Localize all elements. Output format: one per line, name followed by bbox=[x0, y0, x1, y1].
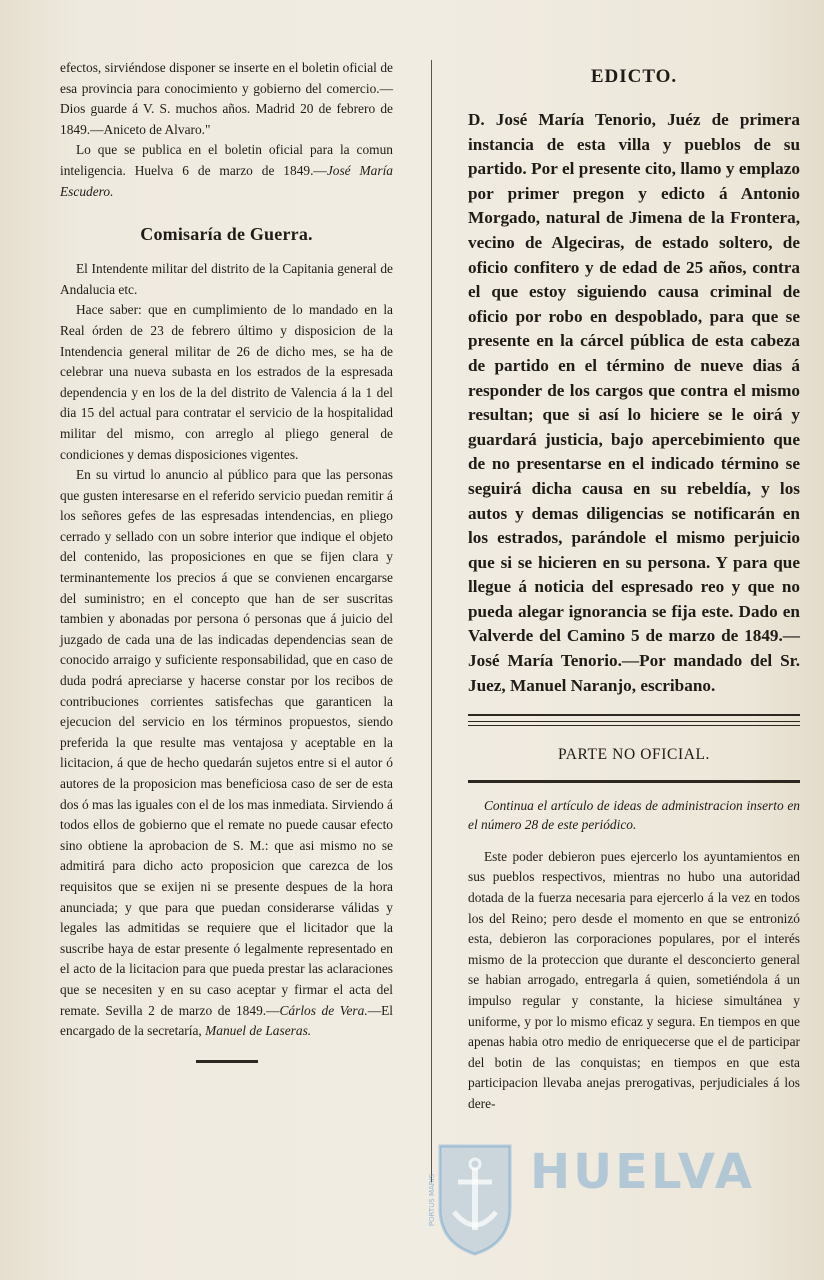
left-para-3: El Intendente militar del distrito de la Capitania general de Andalucia etc. bbox=[60, 261, 393, 297]
section-single-rule bbox=[468, 725, 800, 726]
edicto-title: EDICTO. bbox=[590, 66, 678, 87]
left-para-5-mid: —El encargado de la secretaría, bbox=[60, 1002, 393, 1039]
left-para-1: efectos, sirviéndose disponer se inserte en el boletin oficial de esa provincia para conocimiento y gobierno del comercio.—Dios guarde á V. S. muchos años. Madrid 20 de febrero de 1849.—Aniceto de Alvaro." bbox=[60, 60, 393, 137]
right-column bbox=[468, 62, 800, 1115]
watermark-text: HUELVA bbox=[530, 1144, 755, 1200]
left-para-5 bbox=[60, 465, 393, 1042]
left-para-5-signature-1: Cárlos de Vera. bbox=[279, 1002, 368, 1018]
parte-no-oficial-title: PARTE NO OFICIAL. bbox=[557, 746, 711, 764]
column-divider bbox=[431, 60, 432, 1182]
left-para-5-text: En su virtud lo anuncio al público para que las personas que gusten interesarse en el referido servicio puedan remitir á los señores gefes de las espresadas intendencias, en pliego cerrado y sellado con un sobre interior que indique el objeto del contenido, las proposiciones en que se fijen clara y terminantemente los precios á que se convienen encargarse del suministro; en el concepto que han de ser suscritas tambien y abonadas por persona ó personas que á juicio del juzgado de cada una de las indicadas dependencias sean de conocido arraigo y suficiente responsabilidad, que en caso de duda podrá apreciarse y hacerse constar por los recibos de contribuciones corrientes satisfechas que garanticen la ejecucion del servicio en los términos propuestos, siendo preferida la que resulte mas ventajosa y aceptable en la licitacion, á que de hecho quedarán sujetos entre si el autor ó autores de la proposicion mas beneficiosa caso de ser de esta dos ó mas las iguales con el de los mas inmediata. Sirviendo á todos ellos de gobierno que el remate no puede causar efecto sino obtiene la aprobacion de S. M.: que asi mismo no se admitirá para dicho acto proposicion que carezca de los requisitos que se exijen ni se presente despues de la hora anunciada; y que para que puedan considerarse válidas y legales las admitidas se requiere que el licitador que la suscribe haya de estar presente ó legalmente representado en el acto de la licitacion para que pueda prestar las aclaraciones que se necesiten y en su caso aceptar y firmar el acta del remate. Sevilla 2 de marzo de 1849.— bbox=[60, 467, 393, 1018]
article-body: Este poder debieron pues ejercerlo los ayuntamientos en sus pueblos respectivos, mientras no hubo una autoridad dotada de la fuerza necesaria para ejercerlo á la vez en todos los del Reino; pero desde el momento en que se entronizó esta, debieron las corporaciones populares, por el interés mismo de la proteccion que durante el desconcierto general se habian arrogado, entregarla á quien, sometiéndola á un impulso regular y constante, la hiciese simultánea y uniforme, y por lo mismo eficaz y segura. En tiempos en que apenas habia otro medio de enriquecerse que el de participar del botin de las conquistas; en tiempos en que esta participacion llevaba anejas prerogativas, perjudiciales á los dere- bbox=[468, 848, 800, 1111]
left-para-4: Hace saber: que en cumplimiento de lo mandado en la Real órden de 23 de febrero último y disposicion de la Intendencia general militar de 26 de dicho mes, se ha de celebrar una nueva subasta en los estrados de la espresada dependencia y en los de la del distrito de Valencia á la 1 del dia 15 del actual para contratar el servicio de la hospitalidad militar del mismo, con arreglo al pliego general de condiciones y demas disposiciones vigentes. bbox=[60, 302, 393, 462]
left-para-2-signature: José María Escudero. bbox=[60, 162, 393, 199]
left-column bbox=[60, 58, 393, 1063]
left-para-2-text: Lo que se publica en el boletin oficial para la comun inteligencia. Huelva 6 de marzo de 1849.— bbox=[60, 142, 393, 178]
parte-rule bbox=[468, 780, 800, 783]
left-para-2 bbox=[60, 140, 393, 202]
edicto-body: D. José María Tenorio, Juéz de primera instancia de esta villa y pueblos de su partido. Por el presente cito, llamo y emplazo por primer pregon y edicto á Antonio Morgado, natural de Jimena de la Frontera, vecino de Algeciras, de estado soltero, de oficio confitero y de edad de 25 años, contra el que estoy siguiendo causa criminal de oficio por robo en despoblado, para que se presente en la cárcel pública de esta cabeza de partido en el término de nueve dias á responder de los cargos que contra el mismo resultan; que si así lo hiciere se le oirá y guardará justicia, bajo apercebimiento que de no presentarse en el indicado término se seguirá dicha causa en su rebeldía, y los autos y demas diligencias se notificarán en los estrados, parándole el mismo perjuicio que si se hicieren en su persona. Y para que llegue á noticia del espresado reo y que no pueda alegar ignorancia se fija este. Dado en Valverde del Camino 5 de marzo de 1849.—José María Tenorio.—Por mandado del Sr. Juez, Manuel Naranjo, escribano. bbox=[468, 110, 800, 695]
article-intro: Continua el artículo de ideas de administracion inserto en el número 28 de este periódico. bbox=[468, 798, 800, 833]
archive-watermark bbox=[420, 1138, 800, 1258]
section-heading-comisaria: Comisaría de Guerra. bbox=[140, 224, 313, 245]
left-para-5-signature-2: Manuel de Laseras. bbox=[205, 1023, 312, 1039]
anchor-seal-icon bbox=[420, 1138, 530, 1258]
section-double-rule bbox=[468, 714, 800, 722]
seal-caption: PORTUS MARIS bbox=[428, 1173, 436, 1227]
end-rule bbox=[196, 1060, 258, 1063]
